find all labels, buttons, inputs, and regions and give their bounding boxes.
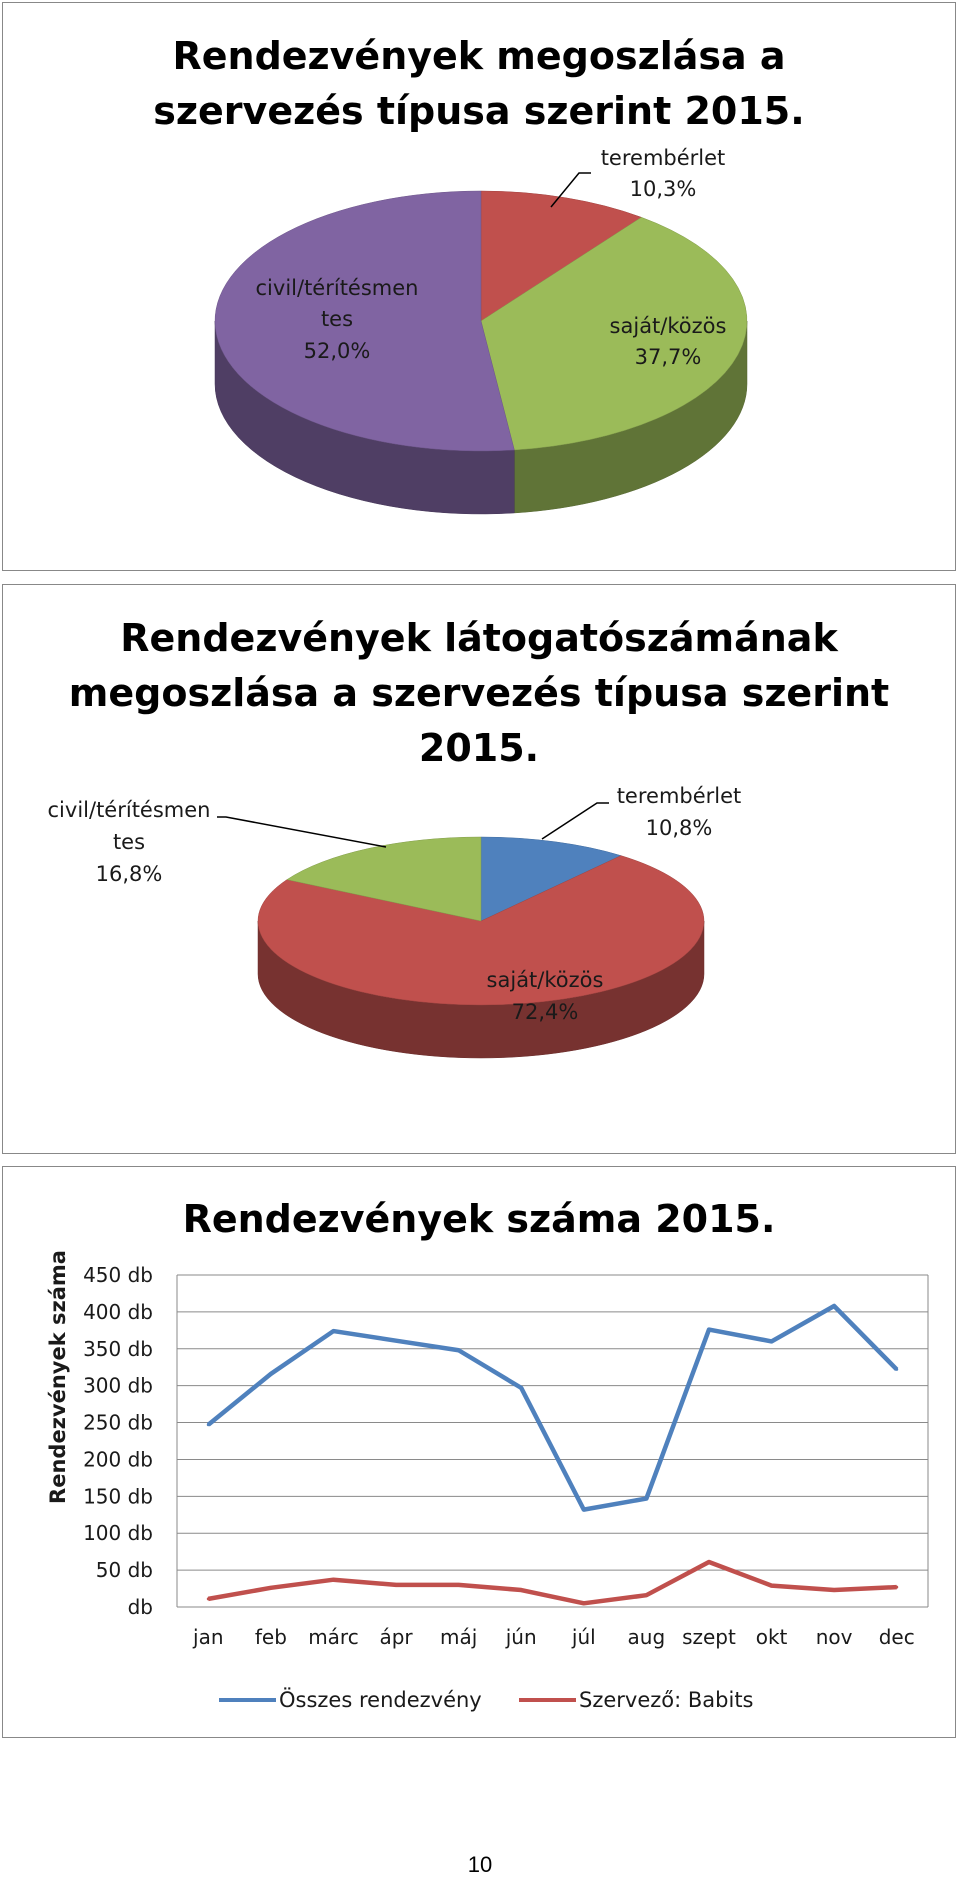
slice-label-terembérlet: terembérlet [616,784,742,808]
x-tick-label: jún [505,1625,537,1649]
x-tick-label: márc [308,1625,359,1649]
chart-title-line-3: 2015. [418,726,540,770]
slice-value-civil: 52,0% [303,339,371,363]
x-tick-label: nov [815,1625,853,1649]
chart-title-line-2: megoszlása a szervezés típusa szerint [68,671,890,715]
data-point-series-0 [770,1340,773,1343]
y-axis-ticks [83,1263,153,1619]
x-tick-label: feb [254,1625,287,1649]
data-point-series-0 [582,1508,585,1511]
data-point-series-1 [582,1602,585,1605]
slice-label-saját: saját/közös [486,968,604,992]
chart-title-line-1: Rendezvények megoszlása a [172,34,786,78]
y-axis-label: Rendezvények száma [46,1250,70,1504]
legend-label-babits: Szervező: Babits [579,1688,754,1712]
slice-label-civil-line-1: civil/térítésmen [255,276,419,300]
data-point-series-0 [645,1497,648,1500]
data-point-series-1 [520,1589,523,1592]
x-tick-label: máj [439,1625,478,1649]
y-tick-label: 300 db [83,1373,153,1398]
x-tick-label: ápr [379,1625,413,1649]
slice-value-saját: 37,7% [634,345,702,369]
chart-title-line-1: Rendezvények látogatószámának [120,616,838,660]
chart-title-line-2: szervezés típusa szerint 2015. [153,89,805,133]
plot-grid [177,1275,928,1607]
line-series [207,1304,898,1604]
legend-label-osszes: Összes rendezvény [279,1688,482,1712]
data-point-series-0 [833,1304,836,1307]
data-point-series-0 [207,1423,210,1426]
series-line-0 [208,1306,896,1510]
leader-line-terembérlet [542,803,609,839]
slice-label-civil-line-1: civil/térítésmen [47,798,211,822]
pie-body [258,837,704,1058]
slice-value-civil: 16,8% [95,862,163,886]
chart-title: Rendezvények száma 2015. [182,1197,776,1241]
x-axis-ticks [192,1625,915,1649]
chart-panel-event-count [2,1166,956,1738]
y-tick-label: 450 db [83,1263,153,1287]
data-point-series-1 [207,1597,210,1600]
data-point-series-0 [457,1349,460,1352]
data-point-series-0 [395,1339,398,1342]
pie-chart-event-distribution [3,3,955,570]
chart-panel-event-distribution [2,2,956,571]
series-line-1 [208,1562,896,1603]
data-point-series-1 [395,1583,398,1586]
data-point-series-1 [770,1584,773,1587]
y-tick-label: 150 db [83,1484,153,1509]
data-point-series-1 [332,1578,335,1581]
x-tick-label: okt [755,1625,788,1649]
slice-label-saját: saját/közös [609,314,727,338]
slice-label-civil-line-2: tes [320,307,354,331]
page-number: 10 [467,1852,493,1877]
data-point-series-0 [895,1368,898,1371]
pie-chart-visitor-distribution [3,585,955,1153]
data-point-series-1 [707,1560,710,1563]
y-tick-label: 250 db [83,1410,153,1435]
x-tick-label: dec [878,1625,915,1649]
line-chart-event-count [3,1167,955,1737]
y-tick-label: db [127,1595,153,1619]
data-point-series-1 [895,1586,898,1589]
x-tick-label: aug [627,1625,666,1649]
data-point-series-0 [707,1328,710,1331]
slice-label-civil-line-2: tes [112,830,146,854]
x-tick-label: júl [571,1625,596,1649]
chart-panel-visitor-distribution [2,584,956,1154]
data-point-series-1 [269,1586,272,1589]
x-tick-label: szept [682,1625,736,1649]
y-tick-label: 200 db [83,1447,153,1472]
data-point-series-0 [269,1372,272,1375]
slice-value-saját: 72,4% [511,1000,579,1024]
legend [219,1687,754,1712]
leader-line-civil [217,817,386,847]
data-point-series-0 [332,1330,335,1333]
y-tick-label: 50 db [95,1558,153,1583]
slice-value-terembérlet: 10,8% [645,816,713,840]
slice-value-terembérlet: 10,3% [629,177,697,201]
data-point-series-0 [520,1386,523,1389]
data-point-series-1 [645,1594,648,1597]
x-tick-label: jan [193,1625,224,1649]
slice-label-terembérlet: terembérlet [600,146,726,170]
y-tick-label: 100 db [83,1521,153,1546]
data-point-series-1 [457,1583,460,1586]
y-tick-label: 400 db [83,1299,153,1324]
data-point-series-1 [833,1589,836,1592]
y-tick-label: 350 db [83,1336,153,1361]
